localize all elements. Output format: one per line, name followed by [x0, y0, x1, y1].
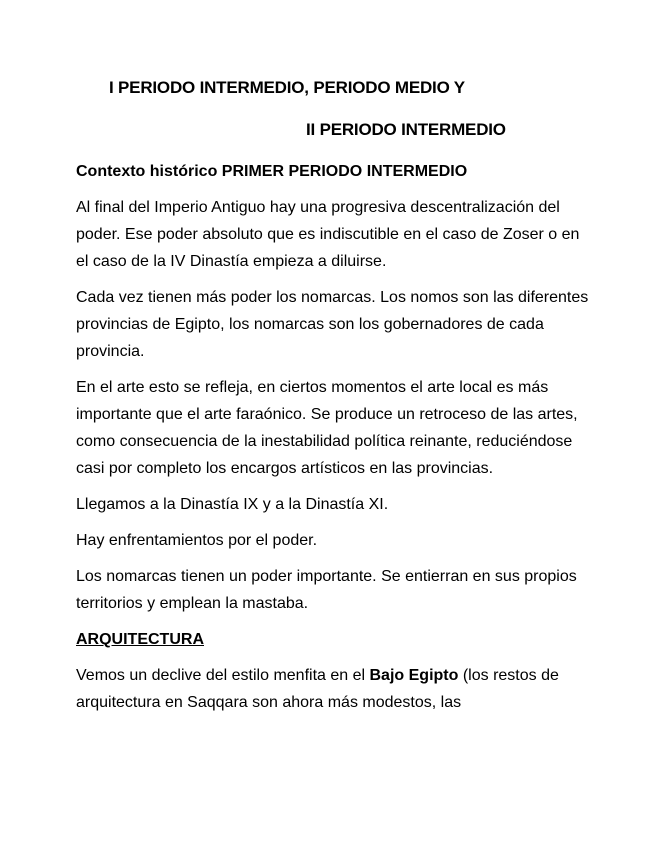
paragraph-7: [76, 662, 591, 716]
paragraph-4: Llegamos a la Dinastía IX y a la Dinastía XI.: [76, 496, 389, 513]
document-title-line-2: II PERIODO INTERMEDIO: [306, 120, 506, 139]
paragraph-3: En el arte esto se refleja, en ciertos momentos el arte local es más importante que el arte faraónico. Se produce un retroceso de las artes, como consecuencia de la inestabilidad política reinante, reduciéndose casi por completo los encargos artísticos en las provincias.: [76, 379, 578, 477]
paragraph-7-text-end: (los restos de arquitectura en Saqqara son ahora más modestos, las: [76, 667, 559, 711]
document-title-line-1: I PERIODO INTERMEDIO, PERIODO MEDIO Y: [109, 78, 465, 97]
paragraph-7-bold-term: Bajo Egipto: [369, 667, 459, 684]
paragraph-5: Hay enfrentamientos por el poder.: [76, 532, 318, 549]
paragraph-2: Cada vez tienen más poder los nomarcas. Los nomos son las diferentes provincias de Egipto, los nomarcas son los gobernadores de cada provincia.: [76, 289, 589, 360]
paragraph-7-text-start: Vemos un declive del estilo menfita en el: [76, 667, 370, 684]
document-body: [76, 158, 591, 725]
subheading: Contexto histórico PRIMER PERIODO INTERMEDIO: [76, 163, 468, 180]
paragraph-6: Los nomarcas tienen un poder importante. Se entierran en sus propios territorios y emplean la mastaba.: [76, 568, 577, 612]
paragraph-1: Al final del Imperio Antiguo hay una progresiva descentralización del poder. Ese poder absoluto que es indiscutible en el caso de Zoser o en el caso de la IV Dinastía empieza a diluirse.: [76, 199, 580, 270]
section-heading-arquitectura: ARQUITECTURA: [76, 631, 204, 648]
